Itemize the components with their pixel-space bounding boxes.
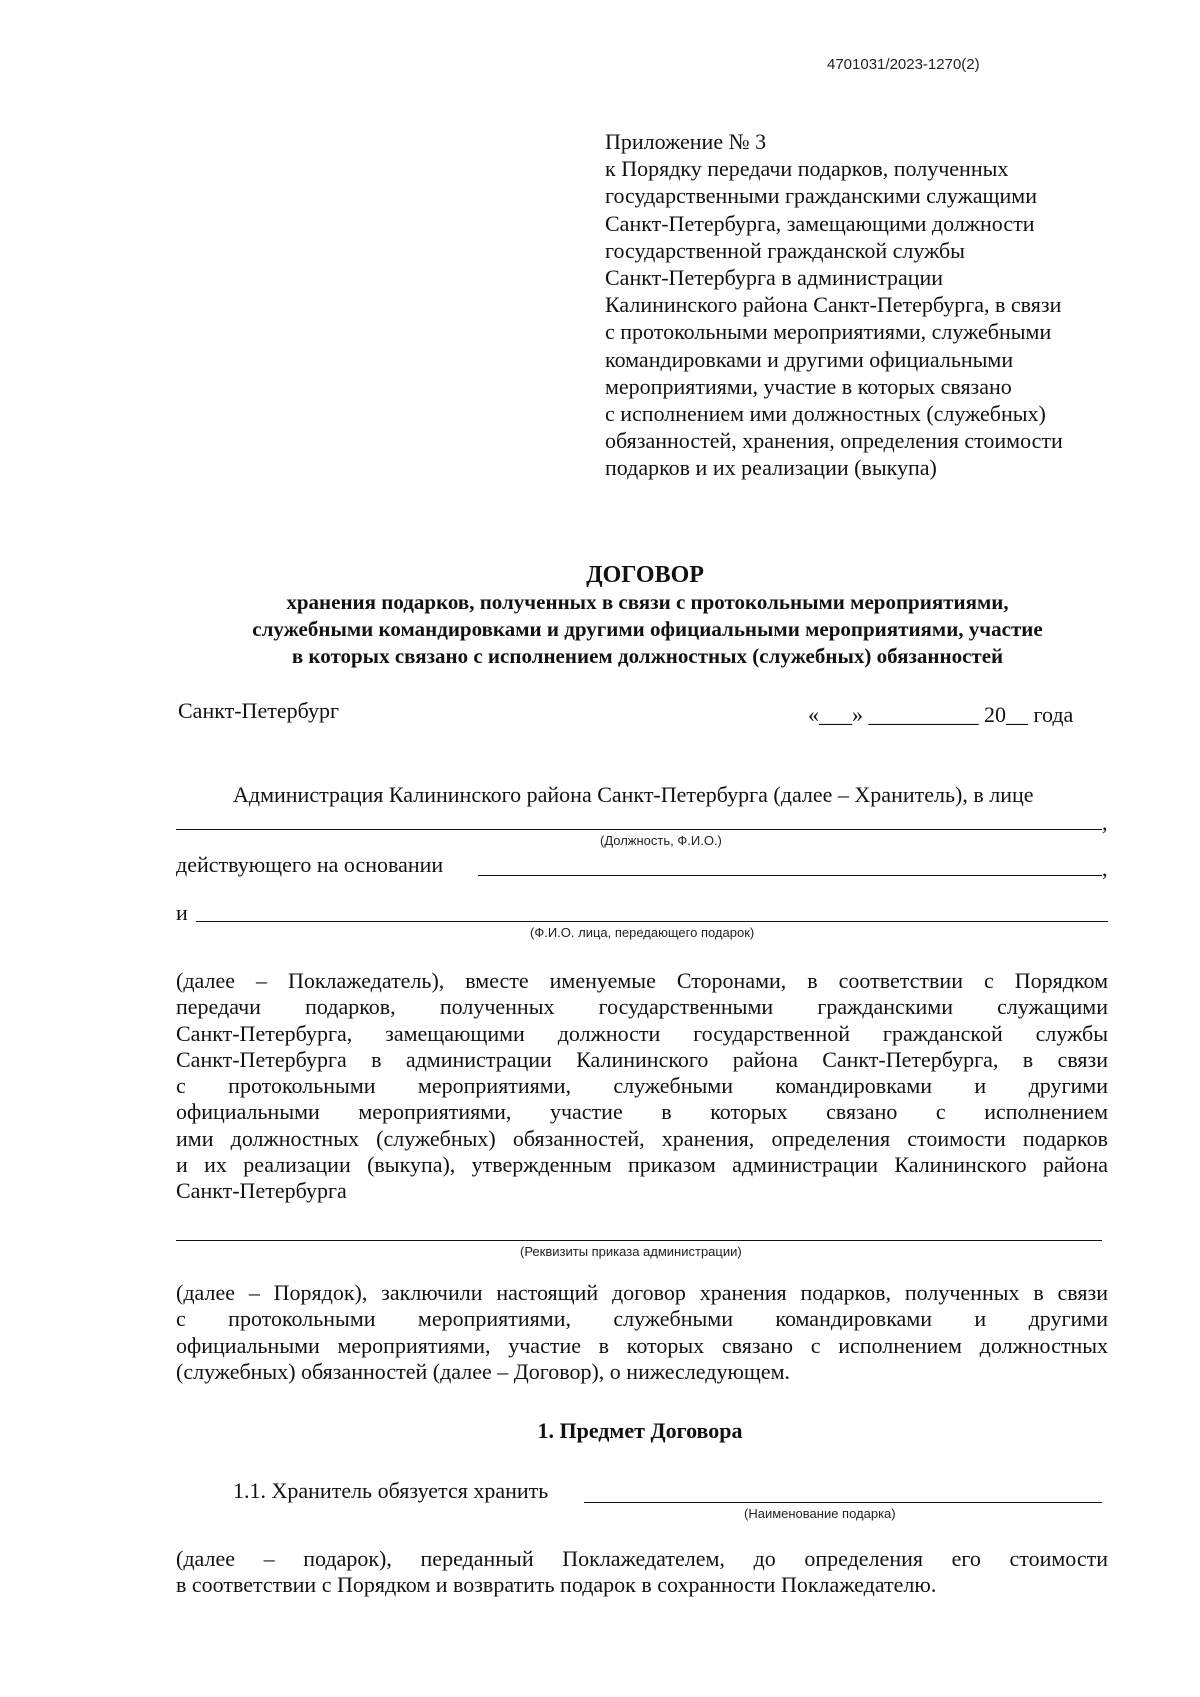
paragraph-line: (далее – подарок), переданный Поклажедателем, до определения его стоимости xyxy=(176,1546,1108,1571)
fill-line-order-details xyxy=(176,1240,1102,1241)
appendix-line: государственными гражданскими служащими xyxy=(605,183,1037,209)
appendix-line: с протокольными мероприятиями, служебными xyxy=(605,319,1052,345)
appendix-line: государственной гражданской службы xyxy=(605,237,965,263)
fill-line-gift-name xyxy=(584,1502,1102,1503)
fill-line-acting-basis xyxy=(478,875,1102,876)
contract-date-line: «___» __________ 20__ года xyxy=(808,702,1074,727)
appendix-line: с исполнением ими должностных (служебных) xyxy=(605,401,1046,427)
comma: , xyxy=(1102,856,1108,881)
appendix-line: мероприятиями, участие в которых связано xyxy=(605,373,1012,399)
document-subtitle-line: хранения подарков, полученных в связи с протокольными мероприятиями, xyxy=(286,590,1009,614)
appendix-line: Санкт-Петербурга, замещающими должности xyxy=(605,210,1035,236)
paragraph-line: с протокольными мероприятиями, служебными командировками и другими xyxy=(176,1073,1108,1099)
comma: , xyxy=(1102,810,1108,835)
appendix-line: подарков и их реализации (выкупа) xyxy=(605,455,937,481)
document-number: 4701031/2023-1270(2) xyxy=(827,56,980,73)
caption-depositor-name: (Ф.И.О. лица, передающего подарок) xyxy=(530,925,755,940)
appendix-line: обязанностей, хранения, определения стоимости xyxy=(605,428,1063,454)
paragraph-clause-1-1 xyxy=(176,1546,1108,1599)
paragraph-line: официальными мероприятиями, участие в которых связано с исполнением xyxy=(176,1099,1108,1125)
intro-line: Администрация Калининского района Санкт-Петербурга (далее – Хранитель), в лице xyxy=(233,782,1034,807)
appendix-line: Приложение № 3 xyxy=(605,129,767,154)
paragraph-line: и их реализации (выкупа), утвержденным приказом администрации Калининского района xyxy=(176,1152,1108,1178)
appendix-line: Санкт-Петербурга в администрации xyxy=(605,265,944,291)
paragraph-line: официальными мероприятиями, участие в которых связано с исполнением должностных xyxy=(176,1332,1108,1358)
paragraph-line: Санкт-Петербурга в администрации Калининского района Санкт-Петербурга, в связи xyxy=(176,1046,1108,1072)
section-1-title: 1. Предмет Договора xyxy=(537,1418,743,1443)
paragraph-line: (далее – Порядок), заключили настоящий договор хранения подарков, полученных в связи xyxy=(176,1280,1108,1305)
caption-position-name: (Должность, Ф.И.О.) xyxy=(600,833,722,848)
paragraph-line: Санкт-Петербурга, замещающими должности государственной гражданской службы xyxy=(176,1020,1108,1046)
paragraph-line: ими должностных (служебных) обязанностей, хранения, определения стоимости подарков xyxy=(176,1125,1108,1151)
fill-line-depositor-name xyxy=(196,921,1108,922)
paragraph-line: Санкт-Петербурга xyxy=(176,1178,347,1204)
caption-gift-name: (Наименование подарка) xyxy=(744,1506,896,1521)
paragraph-parties xyxy=(176,968,1108,1205)
clause-1-1-text: 1.1. Хранитель обязуется хранить xyxy=(233,1478,549,1503)
appendix-line: к Порядку передачи подарков, полученных xyxy=(605,156,1009,182)
document-subtitle-line: в которых связано с исполнением должностных (служебных) обязанностей xyxy=(291,644,1004,668)
and-label: и xyxy=(176,900,188,925)
section-1-heading xyxy=(0,1418,1200,1444)
document-title: ДОГОВОР xyxy=(586,562,704,588)
document-subtitle-line: служебными командировками и другими официальными мероприятиями, участие xyxy=(252,617,1043,641)
paragraph-line: в соответствии с Порядком и возвратить подарок в сохранности Поклажедателю. xyxy=(176,1572,937,1598)
document-title-block xyxy=(0,562,1200,670)
city-name: Санкт-Петербург xyxy=(178,698,339,723)
paragraph-line: (служебных) обязанностей (далее – Договор), о нижеследующем. xyxy=(176,1358,791,1384)
appendix-line: командировками и другими официальными xyxy=(605,346,1014,372)
acting-basis-label: действующего на основании xyxy=(176,852,444,877)
appendix-reference xyxy=(605,128,1125,482)
paragraph-line: передачи подарков, полученных государственными гражданскими служащими xyxy=(176,994,1108,1020)
fill-line-position-name xyxy=(176,829,1102,830)
paragraph-agreement xyxy=(176,1280,1108,1385)
paragraph-line: с протокольными мероприятиями, служебными командировками и другими xyxy=(176,1306,1108,1332)
paragraph-line: (далее – Поклажедатель), вместе именуемые Сторонами, в соответствии с Порядком xyxy=(176,968,1108,993)
caption-order-details: (Реквизиты приказа администрации) xyxy=(520,1244,742,1259)
appendix-line: Калининского района Санкт-Петербурга, в связи xyxy=(605,292,1062,318)
